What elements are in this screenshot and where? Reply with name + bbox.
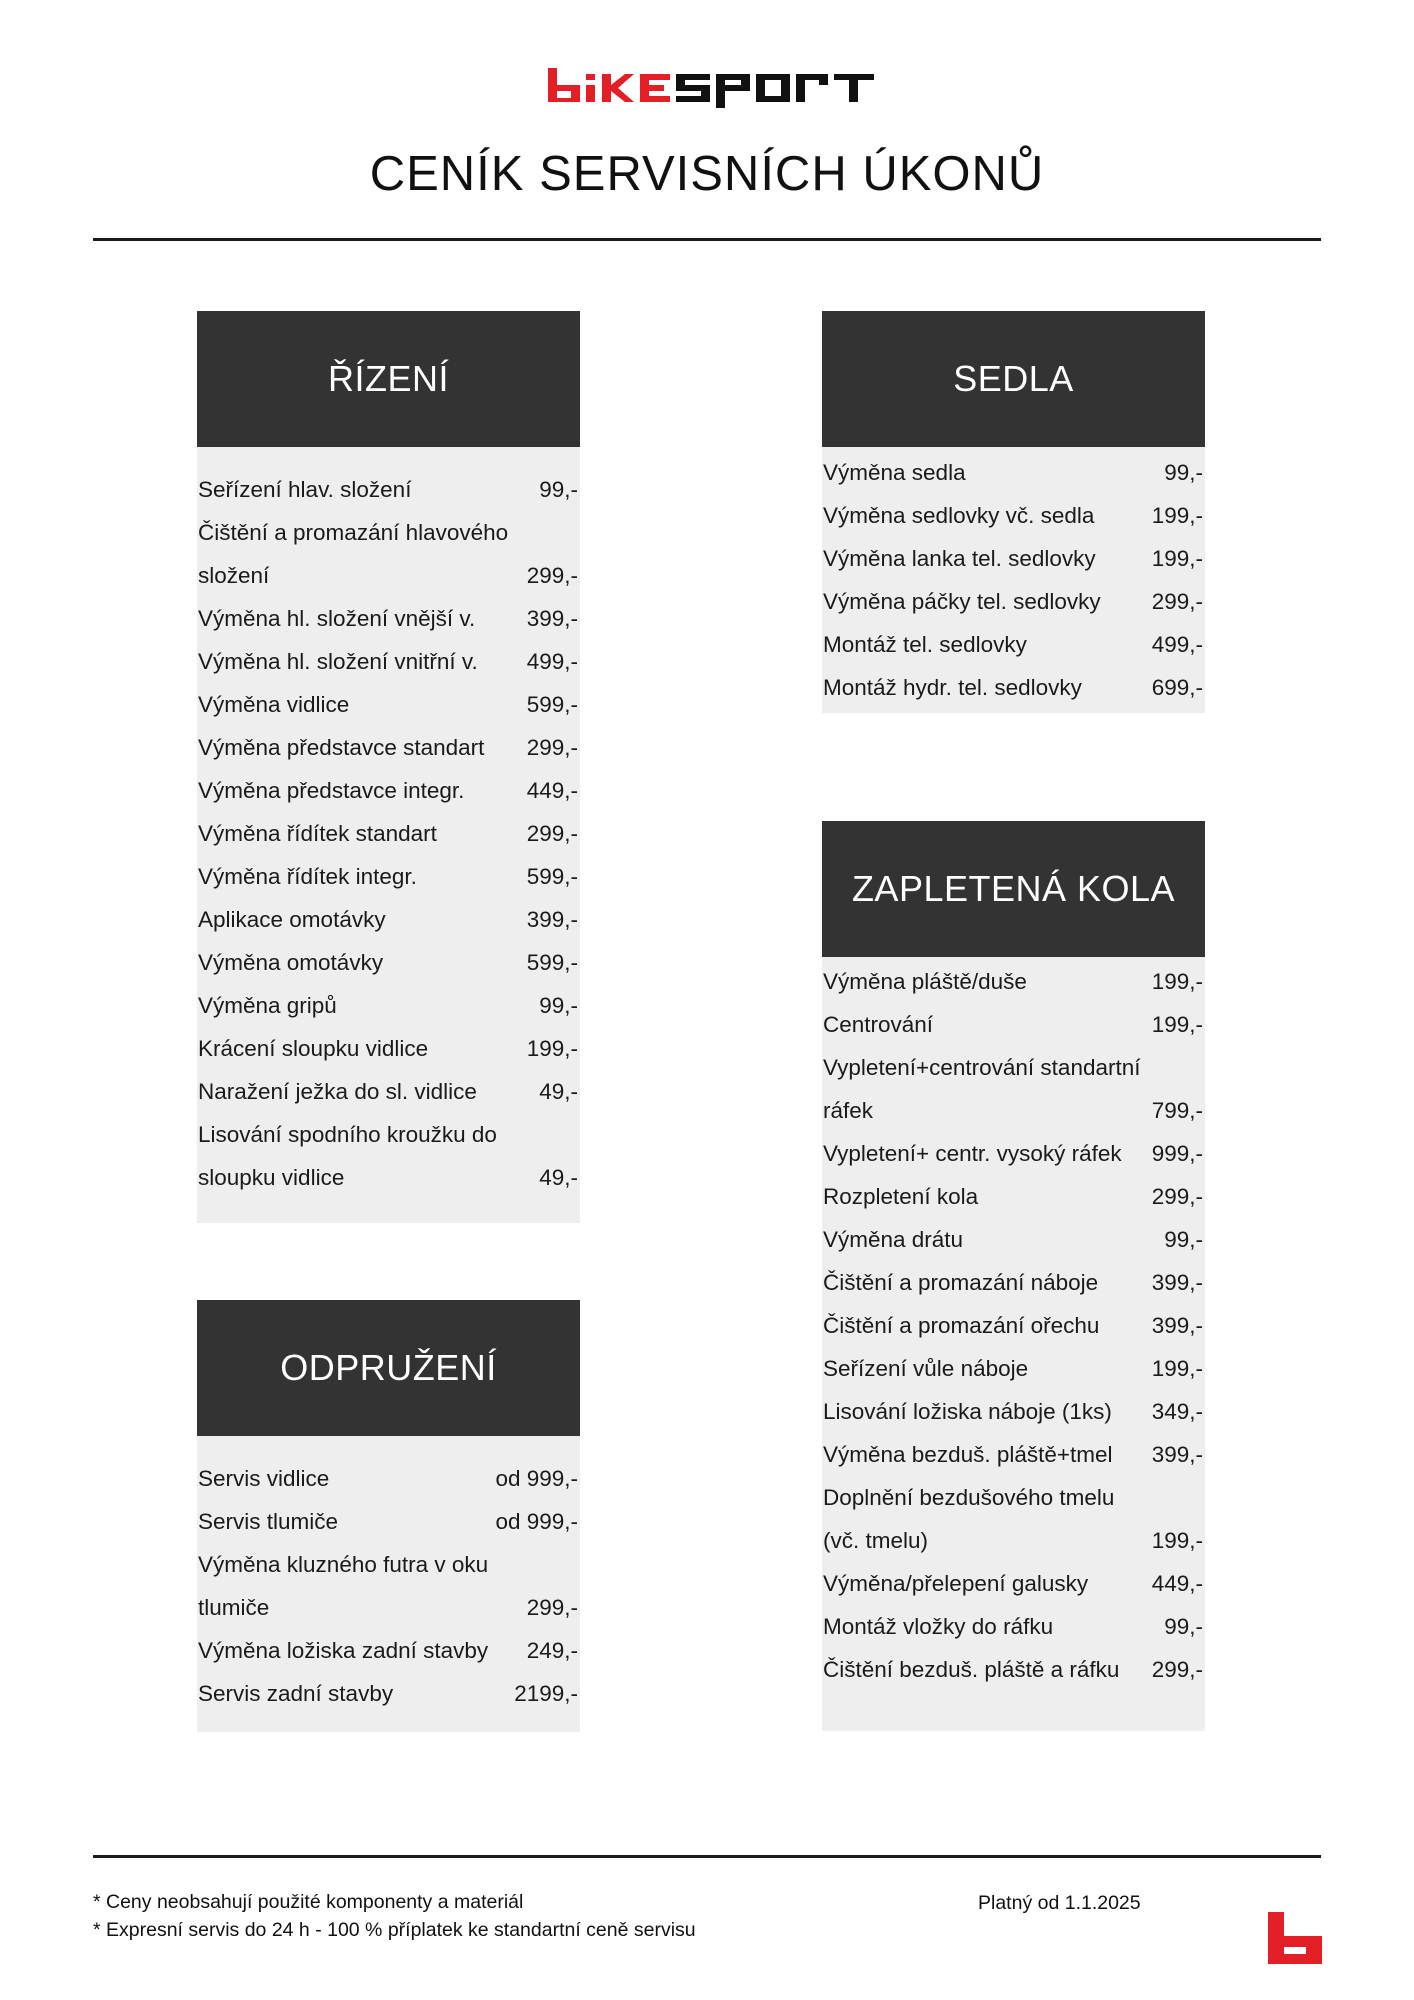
service-price: 399,- [1151, 1313, 1203, 1338]
service-name: Výměna hl. složení vnitřní v. [198, 649, 478, 674]
service-price: 2199,- [514, 1681, 578, 1706]
footer-note: * Expresní servis do 24 h - 100 % příplatek ke standartní ceně servisu [93, 1919, 696, 1941]
price-item [822, 1261, 1205, 1304]
service-name: Čištění a promazání ořechu [823, 1313, 1100, 1338]
service-price: 449,- [1151, 1571, 1203, 1596]
price-item [197, 769, 580, 812]
service-name: Výměna omotávky [198, 950, 384, 975]
service-price: 299,- [526, 821, 578, 846]
service-price: 199,- [1151, 1356, 1203, 1381]
service-name: Čištění a promazání hlavového složení [198, 520, 509, 588]
bikesport-b-icon [1268, 1912, 1322, 1964]
service-name: Lisování ložiska náboje (1ks) [823, 1399, 1112, 1424]
service-name: Rozpletení kola [823, 1184, 979, 1209]
section-title: ŘÍZENÍ [197, 311, 580, 447]
service-name: Vypletení+ centr. vysoký ráfek [823, 1141, 1122, 1166]
service-name: Výměna představce integr. [198, 778, 465, 803]
price-item [822, 1175, 1205, 1218]
price-item [822, 1218, 1205, 1261]
service-price: 399,- [526, 606, 578, 631]
service-name: Výměna bezduš. pláště+tmel [823, 1442, 1113, 1467]
price-item [197, 1027, 580, 1070]
service-price: 999,- [1151, 1141, 1203, 1166]
price-item [822, 1562, 1205, 1605]
service-price: 99,- [1164, 460, 1203, 485]
service-name: Výměna páčky tel. sedlovky [823, 589, 1101, 614]
section-sedla [822, 311, 1205, 713]
price-item [822, 623, 1205, 666]
service-name: Montáž hydr. tel. sedlovky [823, 675, 1082, 700]
service-price: 49,- [539, 1079, 578, 1104]
service-price: 299,- [1151, 1657, 1203, 1682]
section-title: ODPRUŽENÍ [197, 1300, 580, 1436]
price-item [197, 597, 580, 640]
service-name: Výměna řídítek integr. [198, 864, 417, 889]
service-name: Výměna/přelepení galusky [823, 1571, 1089, 1596]
service-price: 199,- [1151, 546, 1203, 571]
price-item [822, 1304, 1205, 1347]
price-item [822, 1347, 1205, 1390]
service-name: Výměna drátu [823, 1227, 964, 1252]
price-item [822, 1648, 1205, 1691]
service-name: Servis zadní stavby [198, 1681, 394, 1706]
service-price: od 999,- [495, 1509, 578, 1534]
service-price: 199,- [1151, 1528, 1203, 1553]
price-item [197, 511, 580, 597]
service-name: Výměna představce standart [198, 735, 485, 760]
price-list [822, 447, 1205, 713]
price-item [197, 812, 580, 855]
service-name: Výměna sedla [823, 460, 966, 485]
footer-note: * Ceny neobsahují použité komponenty a materiál [93, 1891, 524, 1913]
section-zapletena-kola [822, 821, 1205, 1731]
service-price: od 999,- [495, 1466, 578, 1491]
price-item [822, 1476, 1205, 1562]
service-name: Servis tlumiče [198, 1509, 339, 1534]
price-item [197, 984, 580, 1027]
service-name: Lisování spodního kroužku do sloupku vidlice [198, 1122, 497, 1190]
service-name: Servis vidlice [198, 1466, 330, 1491]
service-price: 349,- [1151, 1399, 1203, 1424]
service-price: 299,- [526, 1595, 578, 1620]
price-item [822, 494, 1205, 537]
service-price: 399,- [526, 907, 578, 932]
service-price: 99,- [539, 993, 578, 1018]
price-item [197, 1672, 580, 1715]
service-name: Výměna řídítek standart [198, 821, 437, 846]
price-item [822, 580, 1205, 623]
price-list [197, 1436, 580, 1732]
service-price: 299,- [1151, 1184, 1203, 1209]
price-item [197, 1457, 580, 1500]
service-name: Výměna lanka tel. sedlovky [823, 546, 1096, 571]
price-list [822, 957, 1205, 1731]
service-price: 499,- [1151, 632, 1203, 657]
price-item [822, 960, 1205, 1003]
service-name: Vypletení+centrování standartní ráfek [823, 1055, 1141, 1123]
service-name: Doplnění bezdušového tmelu (vč. tmelu) [823, 1485, 1115, 1553]
service-price: 799,- [1151, 1098, 1203, 1123]
service-name: Krácení sloupku vidlice [198, 1036, 429, 1061]
bikesport-logo [548, 68, 878, 108]
service-name: Čištění bezduš. pláště a ráfku [823, 1657, 1120, 1682]
service-name: Montáž vložky do ráfku [823, 1614, 1054, 1639]
price-item [197, 1113, 580, 1199]
service-price: 399,- [1151, 1270, 1203, 1295]
service-name: Výměna hl. složení vnější v. [198, 606, 476, 631]
price-item [197, 941, 580, 984]
price-item [822, 1003, 1205, 1046]
price-item [822, 666, 1205, 709]
price-item [197, 1543, 580, 1629]
service-name: Výměna pláště/duše [823, 969, 1027, 994]
price-item [197, 898, 580, 941]
service-price: 449,- [526, 778, 578, 803]
price-item [197, 1070, 580, 1113]
service-price: 299,- [526, 563, 578, 588]
service-price: 99,- [1164, 1227, 1203, 1252]
service-name: Čištění a promazání náboje [823, 1270, 1099, 1295]
service-price: 499,- [526, 649, 578, 674]
price-item [197, 1629, 580, 1672]
price-item [822, 451, 1205, 494]
price-item [197, 1500, 580, 1543]
section-odpruzeni [197, 1300, 580, 1732]
service-price: 99,- [1164, 1614, 1203, 1639]
price-item [822, 1390, 1205, 1433]
service-price: 199,- [526, 1036, 578, 1061]
service-name: Seřízení hlav. složení [198, 477, 412, 502]
price-item [197, 640, 580, 683]
price-item [822, 1132, 1205, 1175]
bottom-divider [93, 1855, 1321, 1858]
service-name: Výměna sedlovky vč. sedla [823, 503, 1095, 528]
service-name: Výměna vidlice [198, 692, 350, 717]
service-price: 599,- [526, 950, 578, 975]
service-price: 99,- [539, 477, 578, 502]
price-item [822, 1046, 1205, 1132]
section-title: ZAPLETENÁ KOLA [822, 821, 1205, 957]
service-price: 699,- [1151, 675, 1203, 700]
service-name: Výměna ložiska zadní stavby [198, 1638, 489, 1663]
top-divider [93, 238, 1321, 241]
price-item [822, 1605, 1205, 1648]
service-price: 299,- [526, 735, 578, 760]
service-name: Montáž tel. sedlovky [823, 632, 1027, 657]
service-name: Naražení ježka do sl. vidlice [198, 1079, 477, 1104]
service-price: 399,- [1151, 1442, 1203, 1467]
service-price: 599,- [526, 864, 578, 889]
price-item [822, 537, 1205, 580]
service-price: 599,- [526, 692, 578, 717]
price-item [197, 855, 580, 898]
price-list [197, 447, 580, 1223]
service-price: 49,- [539, 1165, 578, 1190]
price-item [822, 1433, 1205, 1476]
page-title: CENÍK SERVISNÍCH ÚKONŮ [369, 147, 1045, 201]
service-price: 249,- [526, 1638, 578, 1663]
service-name: Výměna kluzného futra v oku tlumiče [198, 1552, 489, 1620]
service-name: Seřízení vůle náboje [823, 1356, 1029, 1381]
section-rizeni [197, 311, 580, 1223]
service-price: 299,- [1151, 589, 1203, 614]
service-price: 199,- [1151, 969, 1203, 994]
price-item [197, 468, 580, 511]
price-item [197, 726, 580, 769]
service-price: 199,- [1151, 503, 1203, 528]
price-item [197, 683, 580, 726]
valid-from-date: Platný od 1.1.2025 [978, 1892, 1141, 1914]
service-name: Aplikace omotávky [198, 907, 386, 932]
footer-notes [93, 1888, 696, 1944]
service-name: Centrování [823, 1012, 934, 1037]
section-title: SEDLA [822, 311, 1205, 447]
service-name: Výměna gripů [198, 993, 337, 1018]
service-price: 199,- [1151, 1012, 1203, 1037]
